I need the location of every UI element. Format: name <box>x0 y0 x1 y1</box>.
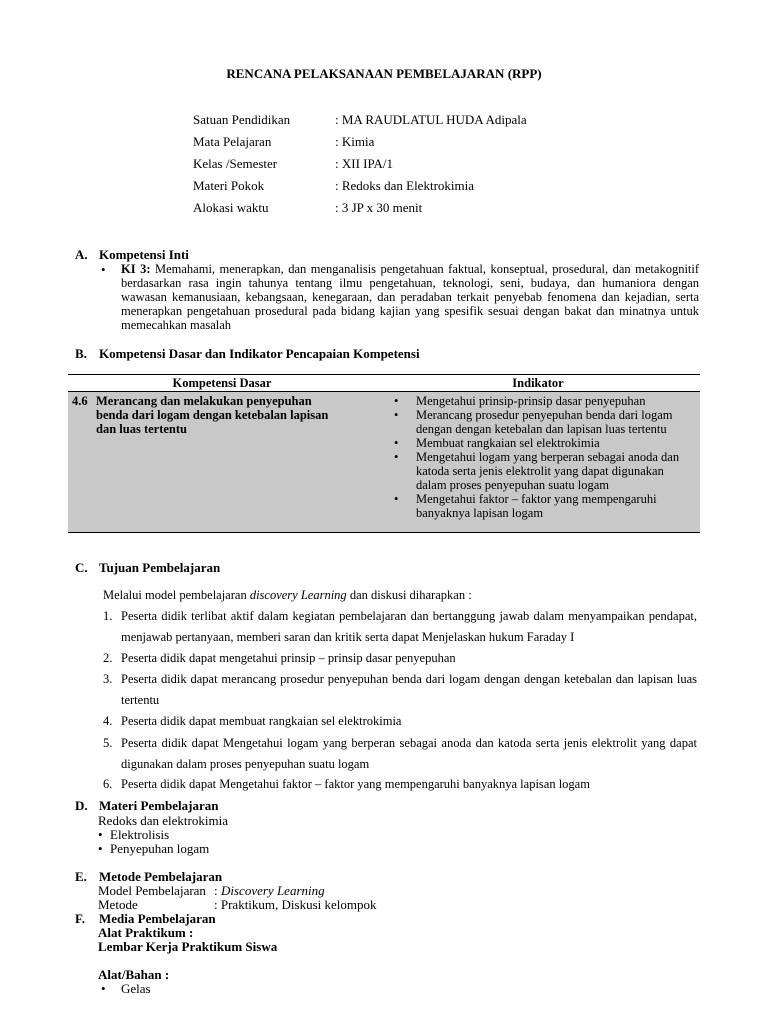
list-item: Elektrolisis <box>110 827 170 842</box>
section-letter: C. <box>75 560 88 575</box>
section-title: Media Pembelajaran <box>99 911 216 926</box>
ki3-text: Memahami, menerapkan, dan menganalisis pengetahuan faktual, konseptual, prosedural, dan metakognitif berdasarkan rasa ingin tahunya tentang ilmu pengetahuan, teknologi, seni, budaya, dan humaniora dengan wawasan kemanusiaan, kebangsaan, kenegaraan, dan peradaban terkait penyebab fenomena dan kejadian, serta menerapkan pengetahuan prosedural pada bidang kajian yang spesifik sesuai dengan bakat dan minatnya untuk memecahkan masalah <box>121 262 700 332</box>
list-item: • Mengetahui prinsip-prinsip dasar penyepuhan <box>416 394 696 408</box>
objective-item <box>103 711 697 732</box>
intro-model: discovery Learning <box>249 588 347 602</box>
objective-text: Peserta didik dapat Mengetahui logam yang berperan sebagai anoda dan katoda serta jenis elektrolit yang dapat digunakan dalam proses penyepuhan suatu logam <box>121 736 697 771</box>
section-b-heading <box>75 346 420 362</box>
identity-label: Kelas /Semester <box>193 156 278 171</box>
list-item: • Merancang prosedur penyepuhan benda dari logam dengan dengan ketebalan dan lapisan luas tertentu <box>416 408 696 436</box>
list-item: • Mengetahui logam yang berperan sebagai anoda dan katoda serta jenis elektrolit yang dapat digunakan dalam proses penyepuhan suatu logam <box>416 450 696 492</box>
objective-item <box>103 733 697 775</box>
objectives-intro <box>103 588 697 603</box>
list-item: Penyepuhan logam <box>110 841 210 856</box>
list-item: • Mengetahui faktor – faktor yang mempengaruhi banyaknya lapisan logam <box>416 492 696 520</box>
kd-text: Merancang dan melakukan penyepuhan benda dari logam dengan ketebalan lapisan dan luas tertentu <box>96 394 329 436</box>
materi-subtitle: Redoks dan elektrokimia <box>98 813 228 828</box>
identity-value: : MA RAUDLATUL HUDA Adipala <box>335 112 527 127</box>
model-colon: : <box>214 883 218 898</box>
objective-text: Peserta didik dapat mengetahui prinsip – prinsip dasar penyepuhan <box>121 651 456 665</box>
section-d-heading <box>75 798 218 814</box>
section-letter: A. <box>75 247 88 262</box>
table-row <box>68 392 700 533</box>
section-letter: F. <box>75 911 85 926</box>
kd-number: 4.6 <box>72 394 88 408</box>
metode-value: : Praktikum, Diskusi kelompok <box>214 897 377 912</box>
section-title: Metode Pembelajaran <box>99 869 223 884</box>
identity-value: : Kimia <box>335 134 375 149</box>
identity-label: Materi Pokok <box>193 178 265 193</box>
objective-text: Peserta didik terlibat aktif dalam kegiatan pembelajaran dan bertanggung jawab dalam menyampaikan pendapat, menjawab pertanyaan, memberi saran dan kritik serta dapat Menjelaskan hukum Faraday I <box>121 609 697 644</box>
identity-value: : 3 JP x 30 menit <box>335 200 423 215</box>
objective-number: 5. <box>103 736 113 750</box>
section-letter: B. <box>75 346 87 361</box>
identity-value: : Redoks dan Elektrokimia <box>335 178 475 193</box>
objective-number: 2. <box>103 651 113 665</box>
section-title: Materi Pembelajaran <box>99 798 219 813</box>
objective-item <box>103 669 697 711</box>
table-header-row <box>68 375 700 392</box>
indicator-list <box>380 394 696 520</box>
objective-text: Peserta didik dapat merancang prosedur penyepuhan benda dari logam dengan dengan ketebalan dan lapisan luas tertentu <box>121 672 697 707</box>
ki3-paragraph <box>121 262 699 332</box>
alat-praktikum-label: Alat Praktikum : <box>98 925 194 940</box>
objective-number: 3. <box>103 672 113 686</box>
alat-bahan-label: Alat/Bahan : <box>98 967 170 982</box>
section-letter: E. <box>75 869 87 884</box>
column-header-kd: Kompetensi Dasar <box>68 375 376 392</box>
objective-item <box>103 648 697 669</box>
identity-label: Mata Pelajaran <box>193 134 272 149</box>
objective-item <box>103 774 697 795</box>
section-title: Kompetensi Dasar dan Indikator Pencapaian Kompetensi <box>99 346 420 361</box>
bullet-icon: • <box>101 262 106 277</box>
intro-text-end: dan diskusi diharapkan : <box>346 588 472 602</box>
objective-number: 4. <box>103 714 113 728</box>
column-header-indikator: Indikator <box>376 375 700 392</box>
document-title: RENCANA PELAKSANAAN PEMBELAJARAN (RPP) <box>226 66 542 81</box>
section-title: Tujuan Pembelajaran <box>99 560 221 575</box>
lembar-kerja-label: Lembar Kerja Praktikum Siswa <box>98 939 278 954</box>
metode-label: Metode <box>98 897 138 912</box>
list-item: Gelas <box>121 981 151 996</box>
model-label: Model Pembelajaran <box>98 883 206 898</box>
bullet-icon: • <box>101 981 106 996</box>
identity-label: Satuan Pendidikan <box>193 112 291 127</box>
section-title: Kompetensi Inti <box>99 247 189 262</box>
objective-item <box>103 606 697 648</box>
identity-value: : XII IPA/1 <box>335 156 394 171</box>
model-value: Discovery Learning <box>221 883 325 898</box>
competency-table <box>68 374 700 533</box>
ki3-label: KI 3: <box>121 262 151 276</box>
objective-number: 1. <box>103 609 113 623</box>
objective-number: 6. <box>103 777 113 791</box>
bullet-icon: • <box>98 841 103 856</box>
section-c-heading <box>75 560 220 576</box>
objective-text: Peserta didik dapat Mengetahui faktor – faktor yang mempengaruhi banyaknya lapisan logam <box>121 777 590 791</box>
intro-text: Melalui model pembelajaran <box>103 588 250 602</box>
list-item: • Membuat rangkaian sel elektrokimia <box>416 436 696 450</box>
identity-label: Alokasi waktu <box>193 200 269 215</box>
kd-cell <box>68 392 376 533</box>
section-a-heading <box>75 247 189 263</box>
bullet-icon: • <box>98 827 103 842</box>
indicator-cell <box>376 392 700 533</box>
section-letter: D. <box>75 798 88 813</box>
objective-text: Peserta didik dapat membuat rangkaian sel elektrokimia <box>121 714 402 728</box>
